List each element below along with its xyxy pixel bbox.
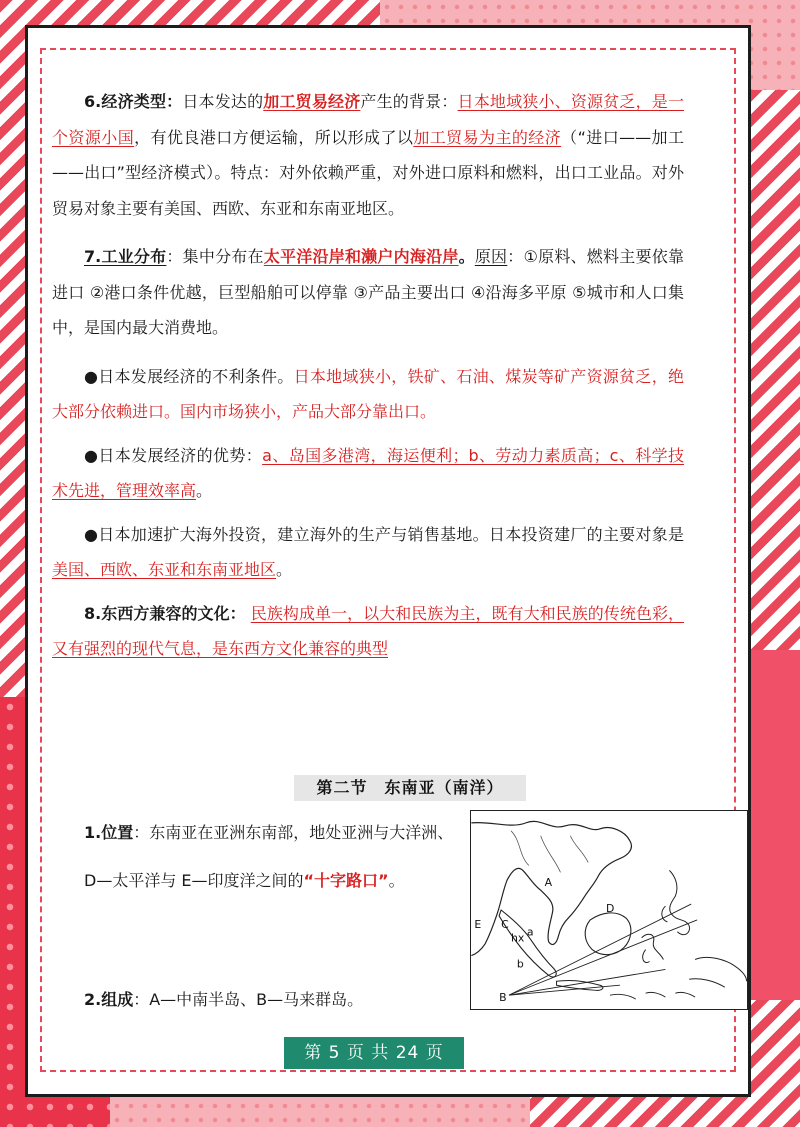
river-lines [511, 831, 588, 873]
bullet-disadvantages: ●日本发展经济的不利条件。日本地域狭小，铁矿、石油、煤炭等矿产资源贫乏，绝大部分依赖进口。国内市场狭小，产品大部分靠出口。 [52, 366, 684, 421]
location-paragraph: 1.位置：东南亚在亚洲东南部，地处亚洲与大洋洲、 D—太平洋与 E—印度洋之间的“十字路口”。 [84, 823, 454, 890]
map-ray-3 [509, 969, 665, 995]
borneo-island [585, 913, 631, 955]
southeast-asia-map [470, 810, 748, 1010]
bullet-advantages: ●日本发展经济的优势：a、岛国多港湾，海运便利；b、劳动力素质高；c、科学技术先进，管理效率高。 [52, 445, 684, 500]
map-label-hx: hx [510, 931, 525, 945]
paragraph-economy-type: 6.经济类型：日本发达的加工贸易经济产生的背景：日本地域狭小、资源贫乏，是一个资源小国，有优良港口方便运输，所以形成了以加工贸易为主的经济（“进口——加工——出口”型经济模式）。特点：对外依赖严重，对外进口原料和燃料，出口工业品。对外贸易对象主要有美国、西欧、东亚和东南亚地区。 [52, 92, 684, 218]
page-number-badge: 第 5 页 共 24 页 [284, 1037, 464, 1069]
new-guinea-coast [689, 957, 746, 987]
map-ray-2 [509, 920, 697, 995]
map-label-b-upper: B [499, 991, 507, 1005]
paragraph-culture: 8.东西方兼容的文化： 民族构成单一，以大和民族为主，既有大和民族的传统色彩，又有强烈的现代气息，是东西方文化兼容的典型 [52, 603, 684, 658]
main-content [52, 84, 684, 680]
map-label-e: E [474, 917, 482, 931]
map-drawing [471, 811, 747, 1009]
paragraph-industry-distribution: 7.工业分布：集中分布在太平洋沿岸和濑户内海沿岸。原因：①原料、燃料主要依靠进口 ②港口条件优越，巨型船舶可以停靠 ③产品主要出口 ④沿海多平原 ⑤城市和人口集中，是国内最大消费地。 [52, 247, 684, 337]
map-label-b-lower: b [516, 957, 524, 971]
composition-paragraph: 2.组成：A—中南半岛、B—马来群岛。 [84, 990, 364, 1009]
map-label-d: D [606, 901, 615, 915]
map-label-a-upper: A [544, 876, 553, 890]
lesser-sunda-islands [610, 992, 695, 999]
bullet-overseas-investment: ●日本加速扩大海外投资，建立海外的生产与销售基地。日本投资建厂的主要对象是美国、西欧、东亚和东南亚地区。 [52, 524, 684, 579]
map-label-c: C [501, 917, 509, 931]
map-label-a-lower: a [526, 925, 534, 939]
sulawesi-island [642, 934, 664, 962]
map-ray-1 [509, 901, 691, 995]
section-title: 第二节 东南亚（南洋） [294, 775, 526, 801]
